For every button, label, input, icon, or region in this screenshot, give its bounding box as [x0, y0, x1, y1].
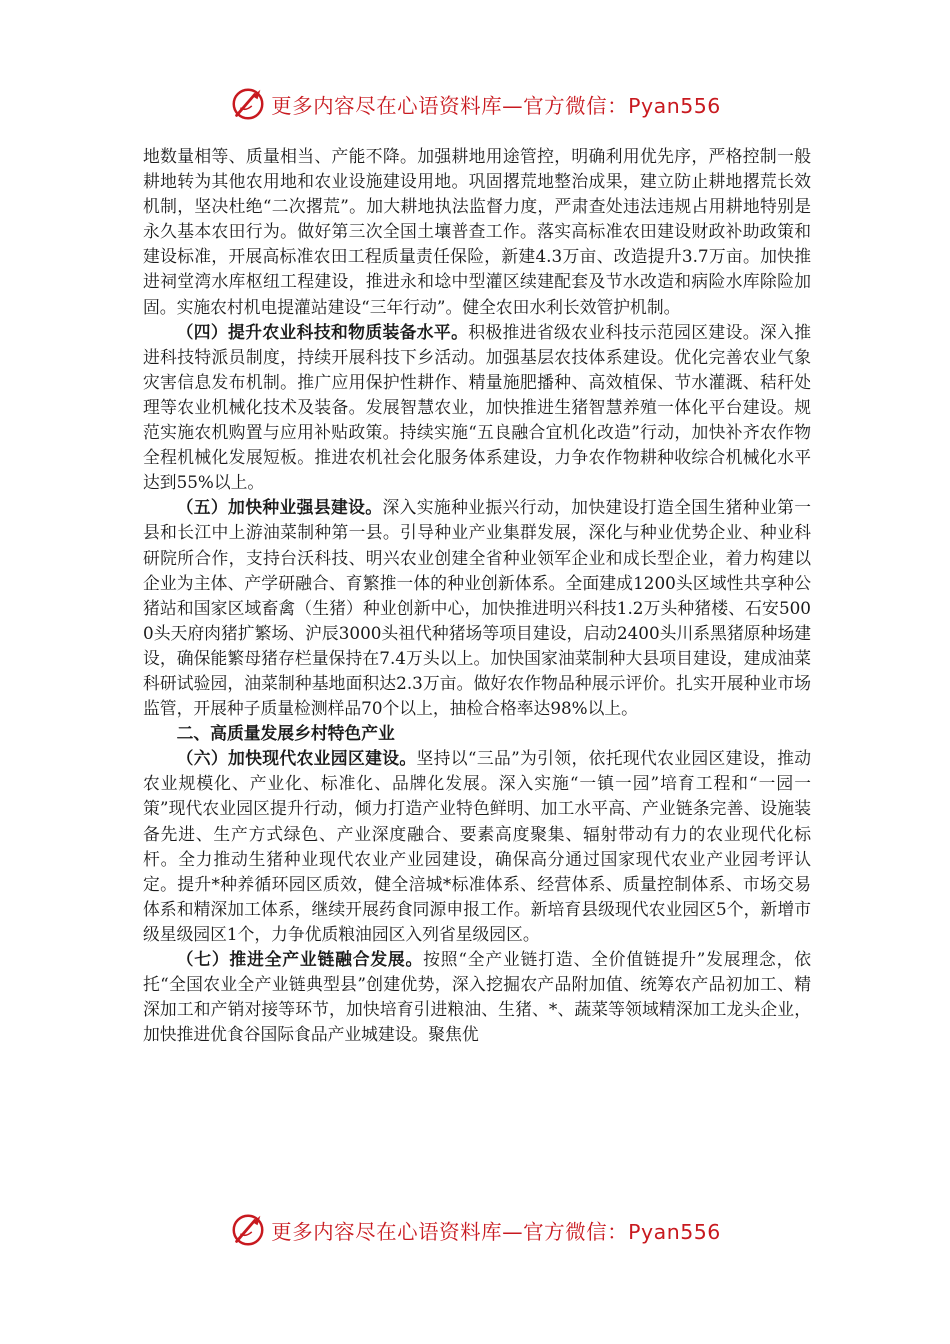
footer-banner	[0, 1210, 950, 1250]
paragraph-continued	[143, 144, 811, 320]
paragraph-text: 坚持以“三品”为引领，依托现代农业园区建设，推动农业规模化、产业化、标准化、品牌化发展。深入实施“一镇一园”培育工程和“一园一策”现代农业园区提升行动，倾力打造产业特色鲜明、加工水平高、产业链条完善、设施装备先进、生产方式绿色、产业深度融合、要素高度聚集、辐射带动有力的农业现代化标杆。全力推动生猪种业现代农业产业园建设，确保高分通过国家现代农业产业园考评认定。提升*种养循环园区质效，健全涪城*标准体系、经营体系、质量控制体系、市场交易体系和精深加工体系，继续开展药食同源申报工作。新培育县级现代农业园区5个，新增市级星级园区1个，力争优质粮油园区入列省星级园区。	[143, 748, 811, 944]
paragraph-seed-industry	[143, 495, 811, 721]
header-banner	[0, 84, 950, 124]
paragraph-text: 深入实施种业振兴行动，加快建设打造全国生猪种业第一县和长江中上游油菜制种第一县。引导种业产业集群发展，深化与种业优势企业、种业科研院所合作，支持台沃科技、明兴农业创建全省种业领军企业和成长型企业，着力构建以企业为主体、产学研融合、育繁推一体的种业创新体系。全面建成1200头区域性共享种公猪站和国家区域畜禽（生猪）种业创新中心，加快推进明兴科技1.2万头种猪楼、石安5000头天府肉猪扩繁场、沪辰3000头祖代种猪场等项目建设，启动2400头川系黑猪原种场建设，确保能繁母猪存栏量保持在7.4万头以上。加快国家油菜制种大县项目建设，建成油菜科研试验园，油菜制种基地面积达2.3万亩。做好农作物品种展示评价。扎实开展种业市场监管，开展种子质量检测样品70个以上，抽检合格率达98%以上。	[143, 497, 811, 719]
paragraph-text: 按照“全产业链打造、全价值链提升”发展理念，依托“全国农业全产业链典型县”创建优势，深入挖掘农产品附加值、统筹农产品初加工、精深加工和产销对接等环节，加快培育引进粮油、生猪、*、蔬菜等领域精深加工龙头企业，加快推进优食谷国际食品产业城建设。聚焦优	[143, 949, 811, 1045]
paragraph-agri-tech	[143, 320, 811, 496]
paragraph-agri-parks	[143, 746, 811, 947]
paragraph-lead: （四）提升农业科技和物质装备水平。	[176, 321, 469, 342]
section-heading: 二、高质量发展乡村特色产业	[176, 723, 395, 744]
paragraph-lead: （七）推进全产业链融合发展。	[176, 949, 424, 969]
banner-text: 更多内容尽在心语资料库—官方微信：Pyan556	[271, 94, 721, 118]
paragraph-lead: （六）加快现代农业园区建设。	[176, 748, 417, 769]
paragraph-text: 积极推进省级农业科技示范园区建设。深入推进科技特派员制度，持续开展科技下乡活动。加强基层农技体系建设。优化完善农业气象灾害信息发布机制。推广应用保护性耕作、精量施肥播种、高效植保、节水灌溉、秸秆处理等农业机械化技术及装备。发展智慧农业，加快推进生猪智慧养殖一体化平台建设。规范实施农机购置与应用补贴政策。持续实施“五良融合宜机化改造”行动，加快补齐农作物全程机械化发展短板。推进农机社会化服务体系建设，力争农作物耕种收综合机械化水平达到55%以上。	[143, 321, 811, 493]
document-body	[143, 144, 811, 1047]
paragraph-lead: （五）加快种业强县建设。	[176, 497, 383, 518]
paragraph-text: 地数量相等、质量相当、产能不降。加强耕地用途管控，明确利用优先序，严格控制一般耕地转为其他农用地和农业设施建设用地。巩固撂荒地整治成果，建立防止耕地撂荒长效机制，坚决杜绝“二次撂荒”。加大耕地执法监督力度，严肃查处违法违规占用耕地特别是永久基本农田行为。做好第三次全国土壤普查工作。落实高标准农田建设财政补助政策和建设标准，开展高标准农田工程质量责任保险，新建4.3万亩、改造提升3.7万亩。加快推进祠堂湾水库枢纽工程建设，推进永和埝中型灌区续建配套及节水改造和病险水库除险加固。实施农村机电提灌站建设“三年行动”。健全农田水利长效管护机制。	[143, 146, 811, 317]
banner-text: 更多内容尽在心语资料库—官方微信：Pyan556	[271, 1220, 721, 1244]
paragraph-industry-chain	[143, 947, 811, 1047]
brush-pen-logo-icon	[229, 1211, 267, 1249]
brush-pen-logo-icon	[229, 85, 267, 123]
